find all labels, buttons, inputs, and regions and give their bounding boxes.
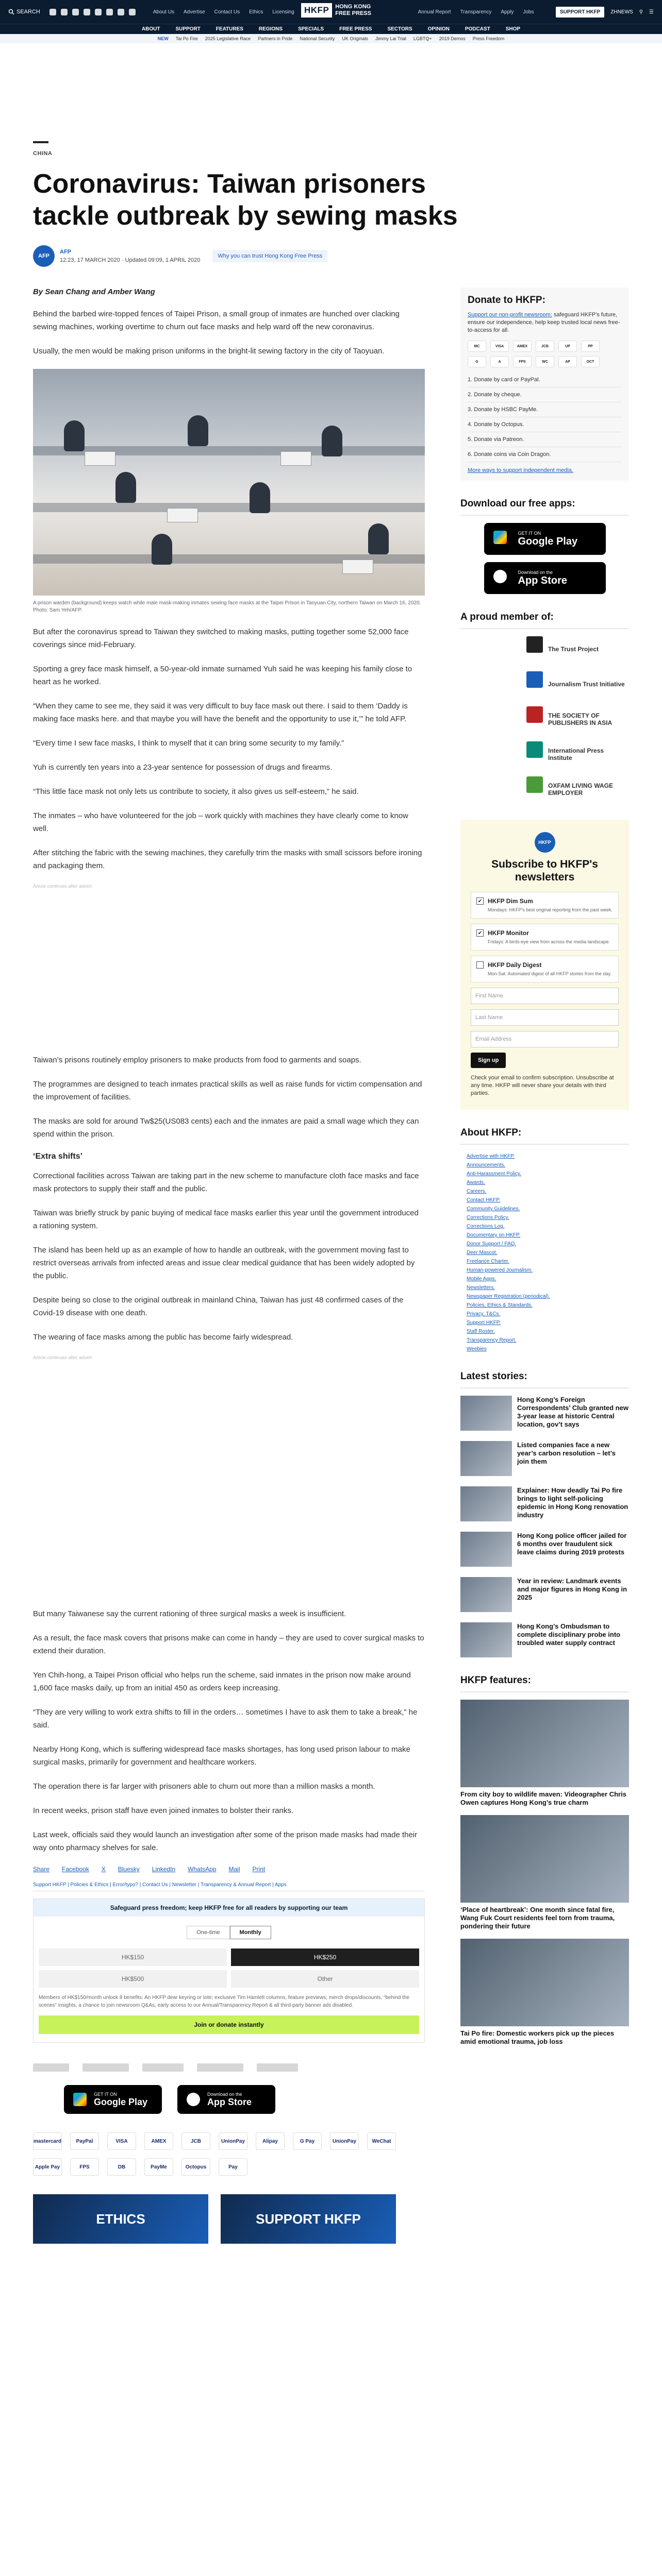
- trending-item[interactable]: National Security: [300, 36, 335, 41]
- story-title[interactable]: Hong Kong’s Ombudsman to complete disciplinary probe into troubled water supply contract: [517, 1622, 621, 1647]
- story-title[interactable]: Hong Kong’s Foreign Correspondents’ Club granted new 3-year lease at historic Central location, gov’t says: [517, 1396, 628, 1428]
- about-link[interactable]: Transparency Report.: [467, 1337, 517, 1343]
- nav-item[interactable]: PODCAST: [465, 26, 490, 32]
- join-donate-button[interactable]: Join or donate instantly: [39, 2015, 419, 2034]
- trust-project-icon: [526, 636, 543, 653]
- feature-story[interactable]: [460, 1700, 629, 1807]
- payment-card: A: [490, 356, 509, 367]
- support-banner[interactable]: SUPPORT HKFP: [221, 2194, 396, 2244]
- payment-cards: [468, 341, 622, 367]
- bluesky-icon[interactable]: [106, 9, 113, 15]
- about-link[interactable]: Corrections Log.: [467, 1224, 505, 1229]
- latest-story[interactable]: [460, 1532, 629, 1567]
- amount-option[interactable]: Other: [231, 1970, 419, 1988]
- payment-logo: DB: [107, 2158, 136, 2176]
- apps-title: Download our free apps:: [460, 498, 629, 516]
- story-thumbnail[interactable]: [460, 1532, 512, 1567]
- paragraph: Despite being so close to the original outbreak in mainland China, Taiwan has just 48 confirmed cases of the Covid-19 disease with one death.: [33, 1296, 404, 1317]
- header-actions: [556, 7, 654, 18]
- menu-icon[interactable]: ☰: [649, 9, 654, 15]
- member-name: Journalism Trust Initiative: [548, 681, 625, 688]
- latest-story[interactable]: [460, 1486, 629, 1521]
- paragraph: The inmates – who have volunteered for the job – work quickly with machines they have clearly come to know well.: [33, 811, 408, 833]
- apple-icon: [187, 2093, 200, 2106]
- top-link[interactable]: Apply: [501, 9, 514, 15]
- member-name: OXFAM LIVING WAGE EMPLOYER: [548, 782, 614, 796]
- features-title: HKFP features:: [460, 1675, 629, 1692]
- story-thumbnail[interactable]: [460, 1441, 512, 1476]
- author-badge[interactable]: AFP: [33, 245, 55, 267]
- about-link[interactable]: Newspaper Registration (periodical).: [467, 1294, 550, 1299]
- tab-monthly[interactable]: Monthly: [230, 1926, 271, 1939]
- newsletter-checkbox[interactable]: ✔: [476, 897, 484, 905]
- app-store-badge[interactable]: [177, 2085, 275, 2114]
- x-icon[interactable]: [61, 9, 68, 15]
- top-link[interactable]: About Us: [153, 9, 174, 15]
- store-small: GET IT ON: [518, 530, 541, 536]
- ipi-logo[interactable]: [197, 2063, 243, 2072]
- paragraph: “This little face mask not only lets us contribute to society, it also gives us self-esteem,” he said.: [33, 787, 359, 796]
- paragraph: Correctional facilities across Taiwan are taking part in the new scheme to manufacture cloth face masks and face mask protectors to supply their staff and the public.: [33, 1172, 419, 1193]
- first-name-field[interactable]: First Name: [471, 988, 619, 1004]
- article-main: [0, 43, 662, 2227]
- article-photo[interactable]: [33, 369, 425, 596]
- why-trust-button[interactable]: Why you can trust Hong Kong Free Press: [212, 250, 327, 262]
- store-name: App Store: [207, 2096, 252, 2107]
- paragraph: Behind the barbed wire-topped fences of Taipei Prison, a small group of inmates are hunched over clacking sewing machines, working overtime to churn out face masks and help ward off the new coronavirus.: [33, 310, 400, 331]
- ad-space: [33, 904, 425, 1038]
- latest-story[interactable]: [460, 1441, 629, 1476]
- store-name: App Store: [518, 574, 568, 586]
- trending-item[interactable]: 2019 Demos: [439, 36, 466, 41]
- payment-card: OCT: [581, 356, 600, 367]
- trending-bar: [0, 34, 662, 43]
- paragraph: “Every time I sew face masks, I think to myself that it can bring some security to my family.”: [33, 739, 344, 748]
- about-link[interactable]: Human-powered Journalism.: [467, 1267, 533, 1273]
- newsletter-option[interactable]: [471, 924, 619, 951]
- story-title[interactable]: Hong Kong police officer jailed for 6 months over fraudulent sick leave claims during 2019 protests: [517, 1532, 627, 1556]
- story-thumbnail[interactable]: [460, 1577, 512, 1612]
- store-name: Google Play: [518, 535, 578, 547]
- facebook-icon[interactable]: [49, 9, 56, 15]
- top-links-right: [418, 9, 534, 15]
- features-widget: [460, 1675, 629, 2046]
- newsletter-option[interactable]: [471, 892, 619, 919]
- article-header: [0, 141, 662, 267]
- feature-title[interactable]: ‘Place of heartbreak’: One month since fatal fire, Wang Fuk Court residents feel torn from trauma, pondering their future: [460, 1906, 615, 1930]
- paragraph: The wearing of face masks among the public has become fairly widespread.: [33, 1333, 293, 1342]
- nav-item[interactable]: FEATURES: [216, 26, 243, 32]
- article-title: Coronavirus: Taiwan prisoners tackle outbreak by sewing masks: [33, 169, 458, 231]
- ipi-icon: [526, 741, 543, 758]
- paragraph: Sporting a grey face mask himself, a 50-year-old inmate surnamed Yuh said he was keeping his family close to heart as he worked.: [33, 665, 412, 686]
- share-link[interactable]: LinkedIn: [152, 1866, 176, 1873]
- nav-item[interactable]: SECTORS: [387, 26, 412, 32]
- about-link[interactable]: Community Guidelines.: [467, 1206, 520, 1212]
- share-link[interactable]: WhatsApp: [188, 1866, 217, 1873]
- payment-logo: Apple Pay: [33, 2158, 62, 2176]
- payment-logo: AMEX: [144, 2132, 173, 2150]
- google-play-badge[interactable]: [64, 2085, 162, 2114]
- trending-item[interactable]: 2025 Legislative Race: [205, 36, 251, 41]
- trending-item[interactable]: Press Freedom: [472, 36, 505, 41]
- trending-item[interactable]: Jimmy Lai Trial: [375, 36, 406, 41]
- story-thumbnail[interactable]: [460, 1622, 512, 1657]
- store-small: Download on the: [518, 569, 553, 575]
- paragraph: But many Taiwanese say the current rationing of three surgical masks a week is insufficient.: [33, 1609, 346, 1618]
- jti-icon: [526, 671, 543, 688]
- about-link[interactable]: Staff Roster.: [467, 1329, 495, 1334]
- article-authors: By Sean Chang and Amber Wang: [33, 287, 155, 296]
- author-name[interactable]: AFP: [60, 249, 71, 255]
- donate-amounts: [34, 1948, 424, 1988]
- payment-logo: VISA: [107, 2132, 136, 2150]
- paragraph: “They are very willing to work extra shifts to fill in the orders… sometimes I have to ask them to take a break,” he said.: [33, 1708, 418, 1730]
- about-link[interactable]: Corrections Policy.: [467, 1215, 509, 1221]
- about-link[interactable]: Donor Support / FAQ.: [467, 1241, 517, 1247]
- donate-option[interactable]: 2. Donate by cheque.: [468, 387, 622, 402]
- search-button[interactable]: [8, 9, 40, 15]
- google-play-badge[interactable]: [484, 523, 606, 555]
- search-icon: [8, 9, 14, 15]
- search-label: SEARCH: [16, 9, 40, 15]
- about-link[interactable]: Announcements.: [467, 1162, 506, 1168]
- story-thumbnail[interactable]: [460, 1486, 512, 1521]
- top-link[interactable]: Contact Us: [214, 9, 240, 15]
- oxfam-icon: [526, 776, 543, 793]
- story-title[interactable]: Explainer: How deadly Tai Po fire brings to light self-policing epidemic in Hong Kong renovation industry: [517, 1486, 628, 1519]
- member-org[interactable]: [493, 776, 629, 802]
- share-link[interactable]: Facebook: [62, 1866, 89, 1873]
- about-link[interactable]: Policies, Ethics & Standards.: [467, 1302, 533, 1308]
- donate-option[interactable]: 5. Donate via Patreon.: [468, 432, 622, 447]
- email-icon[interactable]: [118, 9, 124, 15]
- trending-item[interactable]: UK Originals: [342, 36, 368, 41]
- top-link[interactable]: Advertise: [183, 9, 205, 15]
- member-widget: [460, 612, 629, 802]
- about-link[interactable]: Weebies: [467, 1346, 487, 1352]
- latest-story[interactable]: [460, 1577, 629, 1612]
- store-name: Google Play: [94, 2096, 148, 2107]
- feature-story[interactable]: [460, 1815, 629, 1930]
- payment-card: PP: [581, 341, 600, 352]
- payment-card: G: [468, 356, 486, 367]
- top-bar: [0, 0, 662, 24]
- donate-intro-link[interactable]: Support our non-profit newsroom:: [468, 312, 552, 318]
- trending-item[interactable]: LGBTQ+: [413, 36, 432, 41]
- jti-logo[interactable]: [82, 2063, 129, 2072]
- payment-logo: PayPal: [70, 2132, 99, 2150]
- share-link[interactable]: Print: [252, 1866, 266, 1873]
- subheading: ‘Extra shifts’: [33, 1152, 83, 1161]
- app-store-badge[interactable]: [484, 562, 606, 594]
- sopa-icon: [526, 706, 543, 723]
- donate-band[interactable]: Safeguard press freedom; keep HKFP free for all readers by supporting our team: [34, 1899, 424, 1917]
- donate-tabs: [34, 1926, 424, 1939]
- feature-image[interactable]: [460, 1939, 629, 2026]
- payment-card: JCB: [536, 341, 554, 352]
- story-title[interactable]: Listed companies face a new year’s carbon resolution – let’s join them: [517, 1441, 616, 1465]
- payment-logo: G Pay: [293, 2132, 322, 2150]
- payment-logo: JCB: [181, 2132, 210, 2150]
- donate-option[interactable]: 6. Donate coins via Coin Dragon.: [468, 447, 622, 462]
- paragraph: Nearby Hong Kong, which is suffering widespread face masks shortages, has long used prison labour to make surgical masks, primarily for government and healthcare workers.: [33, 1745, 410, 1767]
- paragraph: Last week, officials said they would launch an investigation after some of the prison made masks had made their way onto pharmacy shelves for sale.: [33, 1831, 418, 1852]
- tab-one-time[interactable]: One-time: [187, 1926, 229, 1939]
- article-footer-links[interactable]: Support HKFP | Policies & Ethics | Error/typo? | Contact Us | Newsletter | Transparency & Annual Report | Apps: [33, 1882, 425, 1891]
- member-name: THE SOCIETY OF PUBLISHERS IN ASIA: [548, 712, 613, 726]
- trending-item[interactable]: Tai Po Fire: [175, 36, 198, 41]
- apps-widget: [460, 498, 629, 594]
- member-name: The Trust Project: [548, 646, 599, 653]
- nav-item[interactable]: OPINION: [427, 26, 450, 32]
- about-link[interactable]: Deer Mascot.: [467, 1250, 498, 1256]
- ethics-banner[interactable]: ETHICS: [33, 2194, 208, 2244]
- photo-caption: A prison warden (background) keeps watch while male mask-making inmates sewing face masks at the Taipei Prison in Taoyuan City, northern Taiwan on March 16, 2020. Photo: Sam Yeh/AFP.: [33, 600, 421, 613]
- ad-label: Article continues after advert: [33, 884, 92, 889]
- email-field[interactable]: Email Address: [471, 1031, 619, 1047]
- top-links: [153, 9, 294, 15]
- payment-card: VISA: [490, 341, 509, 352]
- payment-card: FPS: [513, 356, 532, 367]
- payment-card: AMEX: [513, 341, 532, 352]
- payment-card: AP: [558, 356, 577, 367]
- share-link[interactable]: Share: [33, 1866, 50, 1873]
- payment-logo: FPS: [70, 2158, 99, 2176]
- about-link[interactable]: Awards.: [467, 1180, 485, 1185]
- paragraph: The masks are sold for around Tw$25(US083 cents) each and the inmates are paid a small wage which they can spend within the prison.: [33, 1117, 419, 1139]
- newsletter-option-title: HKFP Dim Sum: [488, 897, 533, 905]
- payment-logo: UnionPay: [219, 2132, 247, 2150]
- paragraph: The programmes are designed to teach inmates practical skills as well as raise funds for victim compensation and the improvement of facilities.: [33, 1080, 422, 1101]
- top-link[interactable]: Ethics: [249, 9, 263, 15]
- newsletter-badge: HKFP: [535, 832, 555, 853]
- member-org[interactable]: [493, 671, 629, 697]
- about-link[interactable]: Careers.: [467, 1189, 487, 1194]
- latest-title: Latest stories:: [460, 1371, 629, 1388]
- paragraph: The island has been held up as an example of how to handle an outbreak, with the government moving fast to restrict overseas arrivals from infected areas and issue clear medical guidance that has been widely adopted by the public.: [33, 1246, 415, 1280]
- amount-option[interactable]: HK$150: [39, 1948, 227, 1966]
- paragraph: “When they came to see me, they said it was very difficult to buy face mask out there. I said to them ‘Daddy is making face masks here. and that maybe you will have the benefit and the opportunity to use it,’” he told AFP.: [33, 702, 408, 723]
- member-org[interactable]: [493, 741, 629, 767]
- trending-label: NEW: [157, 36, 169, 41]
- last-name-field[interactable]: Last Name: [471, 1009, 619, 1026]
- newsletter-option-desc: Mon-Sat: Automated digest of all HKFP stories from the day.: [488, 971, 611, 976]
- byline: [33, 245, 629, 267]
- newsletter-option-title: HKFP Daily Digest: [488, 961, 542, 969]
- payment-logo: Octopus: [181, 2158, 210, 2176]
- share-link[interactable]: X: [101, 1866, 106, 1873]
- feature-image[interactable]: [460, 1815, 629, 1903]
- article-category[interactable]: CHINA: [33, 150, 53, 157]
- donate-option[interactable]: 4. Donate by Octopus.: [468, 417, 622, 432]
- about-link[interactable]: Documentary on HKFP.: [467, 1232, 521, 1238]
- newsletter-checkbox[interactable]: [476, 961, 484, 969]
- about-link[interactable]: Freelance Charter.: [467, 1259, 509, 1264]
- more-ways-link[interactable]: More ways to support independent media.: [468, 467, 573, 473]
- top-link[interactable]: Transparency: [460, 9, 492, 15]
- share-link[interactable]: Bluesky: [118, 1866, 140, 1873]
- share-link[interactable]: Mail: [228, 1866, 240, 1873]
- latest-widget: [460, 1371, 629, 1657]
- latest-story[interactable]: [460, 1622, 629, 1657]
- newsletter-option-title: HKFP Monitor: [488, 929, 529, 937]
- trust-project-logo[interactable]: [33, 2063, 69, 2072]
- member-name: International Press Institute: [548, 747, 604, 761]
- top-link[interactable]: Annual Report: [418, 9, 451, 15]
- support-hkfp-button[interactable]: SUPPORT HKFP: [556, 7, 604, 18]
- about-links: [460, 1152, 629, 1353]
- store-small: Download on the: [207, 2091, 242, 2097]
- paragraph: Taiwan was briefly struck by panic buying of medical face masks earlier this year until the government introduced a rationing system.: [33, 1209, 419, 1230]
- paragraph: After stitching the fabric with the sewing machines, they carefully trim the masks with small scissors before ironing and packaging them.: [33, 849, 422, 870]
- story-thumbnail[interactable]: [460, 1396, 512, 1431]
- amount-option[interactable]: HK$500: [39, 1970, 227, 1988]
- feature-story[interactable]: [460, 1939, 629, 2046]
- donate-intro: [468, 311, 622, 334]
- article-dates: 12:23, 17 MARCH 2020 · Updated 09:09, 1 APRIL 2020: [60, 257, 201, 263]
- nav-item[interactable]: SPECIALS: [298, 26, 324, 32]
- header-rule: [33, 141, 48, 143]
- byline-meta: [60, 248, 200, 264]
- amount-option[interactable]: HK$250: [231, 1948, 419, 1966]
- google-play-icon: [73, 2093, 87, 2106]
- nav-item[interactable]: SUPPORT: [175, 26, 201, 32]
- payment-logo: UnionPay: [330, 2132, 359, 2150]
- paragraph: Yen Chih-hong, a Taipei Prison official who helps run the scheme, said inmates in the prison now make around 1,600 face masks daily, up from an initial 450 as orders keep increasing.: [33, 1671, 411, 1692]
- main-nav: [0, 24, 662, 34]
- apple-icon: [493, 570, 507, 583]
- article-body: [33, 287, 425, 2244]
- payment-logo: mastercard: [33, 2132, 62, 2150]
- newsletter-option-desc: Mondays: HKFP's best original reporting from the past week.: [488, 907, 613, 912]
- paragraph: Usually, the men would be making prison uniforms in the bright-lit sewing factory in the city of Taoyuan.: [33, 347, 385, 355]
- feature-title[interactable]: From city boy to wildlife maven: Videographer Chris Owen captures Hong Kong’s true charm: [460, 1790, 626, 1806]
- about-link[interactable]: Support HKFP.: [467, 1320, 501, 1326]
- language-switch[interactable]: ZHNEWS: [610, 9, 633, 15]
- paragraph: Yuh is currently ten years into a 23-year sentence for possession of drugs and firearms.: [33, 763, 333, 772]
- member-org[interactable]: [493, 636, 629, 662]
- top-link[interactable]: Licensing: [272, 9, 294, 15]
- newsletter-option-desc: Fridays: A birds-eye view from across the media landscape.: [488, 939, 610, 944]
- signup-button[interactable]: Sign up: [471, 1053, 506, 1068]
- rss-icon[interactable]: [129, 9, 136, 15]
- feature-title[interactable]: Tai Po fire: Domestic workers pick up the pieces amid emotional trauma, job loss: [460, 2029, 615, 2045]
- footer-member-logos: [33, 2063, 425, 2072]
- youtube-icon[interactable]: [95, 9, 102, 15]
- paragraph: But after the coronavirus spread to Taiwan they switched to making masks, putting together some 52,000 face coverings since mid-February.: [33, 628, 409, 649]
- payment-card: UP: [558, 341, 577, 352]
- ad-space: [33, 1376, 425, 1592]
- nav-item[interactable]: REGIONS: [258, 26, 283, 32]
- paragraph: In recent weeks, prison staff have even joined inmates to bolster their ranks.: [33, 1806, 293, 1815]
- newsletter-widget: [460, 820, 629, 1110]
- paragraph: The operation there is far larger with prisoners able to churn out more than a million masks a month.: [33, 1782, 375, 1791]
- instagram-icon[interactable]: [72, 9, 79, 15]
- latest-story[interactable]: [460, 1396, 629, 1431]
- member-org[interactable]: [493, 706, 629, 732]
- footer-app-stores: [64, 2085, 425, 2114]
- story-title[interactable]: Year in review: Landmark events and major figures in Hong Kong in 2025: [517, 1577, 627, 1601]
- about-link[interactable]: Mobile Apps.: [467, 1276, 496, 1282]
- top-link[interactable]: Jobs: [523, 9, 534, 15]
- donate-option[interactable]: 1. Donate by card or PayPal.: [468, 372, 622, 387]
- trending-item[interactable]: Partners in Pride: [258, 36, 293, 41]
- about-link[interactable]: Contact HKFP.: [467, 1197, 501, 1203]
- payment-card: WC: [536, 356, 554, 367]
- about-title: About HKFP:: [460, 1127, 629, 1145]
- threads-icon[interactable]: [84, 9, 90, 15]
- donate-intro-text: safeguard HKFP's future, ensure our independence, help keep trusted local news free-to-access for all.: [468, 312, 620, 333]
- donate-options: [468, 372, 622, 462]
- paragraph: As a result, the face mask covers that prisons make can come in handy – they are used to cover surgical masks to extend their duration.: [33, 1634, 424, 1655]
- sopa-logo[interactable]: [142, 2063, 184, 2072]
- donate-option[interactable]: 3. Donate by HSBC PayMe.: [468, 402, 622, 417]
- oxfam-logo[interactable]: [257, 2063, 298, 2072]
- donate-box: [33, 1899, 425, 2043]
- hkfp-logo[interactable]: [301, 3, 376, 18]
- logo-name: HONG KONG FREE PRESS: [335, 4, 371, 16]
- payment-logo: PayMe: [144, 2158, 173, 2176]
- logo-mark: HKFP: [301, 3, 332, 18]
- about-link[interactable]: Newsletters.: [467, 1285, 495, 1291]
- donate-widget: [460, 287, 629, 481]
- google-play-icon: [493, 531, 507, 544]
- newsletter-fine-print: Check your email to confirm subscription. Unsubscribe at any time. HKFP will never share your details with third parties.: [471, 1075, 614, 1096]
- social-links: [49, 9, 136, 15]
- search-icon[interactable]: ⚲: [639, 9, 643, 15]
- newsletter-option[interactable]: [471, 956, 619, 982]
- member-title: A proud member of:: [460, 612, 629, 629]
- payment-logo: Pay: [219, 2158, 247, 2176]
- payment-logo: Alipay: [256, 2132, 285, 2150]
- newsletter-title: Subscribe to HKFP's newsletters: [491, 858, 598, 883]
- about-link[interactable]: Anti-Harassment Policy.: [467, 1171, 521, 1177]
- sidebar: [460, 287, 629, 2054]
- feature-image[interactable]: [460, 1700, 629, 1787]
- about-link[interactable]: Privacy, T&Cs.: [467, 1311, 501, 1317]
- nav-item[interactable]: SHOP: [505, 26, 521, 32]
- member-logos: [460, 636, 629, 802]
- newsletter-checkbox[interactable]: ✔: [476, 929, 484, 937]
- about-link[interactable]: Advertise with HKFP.: [467, 1154, 515, 1159]
- donate-title: Donate to HKFP:: [468, 295, 545, 306]
- payment-methods: [33, 2132, 425, 2176]
- about-widget: [460, 1127, 629, 1353]
- store-small: GET IT ON: [94, 2091, 117, 2097]
- nav-item[interactable]: FREE PRESS: [339, 26, 372, 32]
- payment-card: MC: [468, 341, 486, 352]
- payment-logo: WeChat: [367, 2132, 396, 2150]
- footer-banners: [33, 2194, 425, 2244]
- nav-item[interactable]: ABOUT: [141, 26, 160, 32]
- paragraph: Taiwan’s prisons routinely employ prisoners to make products from food to garments and soaps.: [33, 1056, 361, 1064]
- share-links: [33, 1866, 425, 1873]
- ad-label: Article continues after advert: [33, 1355, 92, 1360]
- members-benefits: Members of HK$150/month unlock 8 benefits: An HKFP dear keyring or tote; exclusive Tim Hamlett columns, feature previews; merch drops/discounts, “behind the scenes” insights, a chance to join newsroom Q&As, early access to our Annual/Transparency Report & all third-party banner ads disabled.: [39, 1995, 410, 2008]
